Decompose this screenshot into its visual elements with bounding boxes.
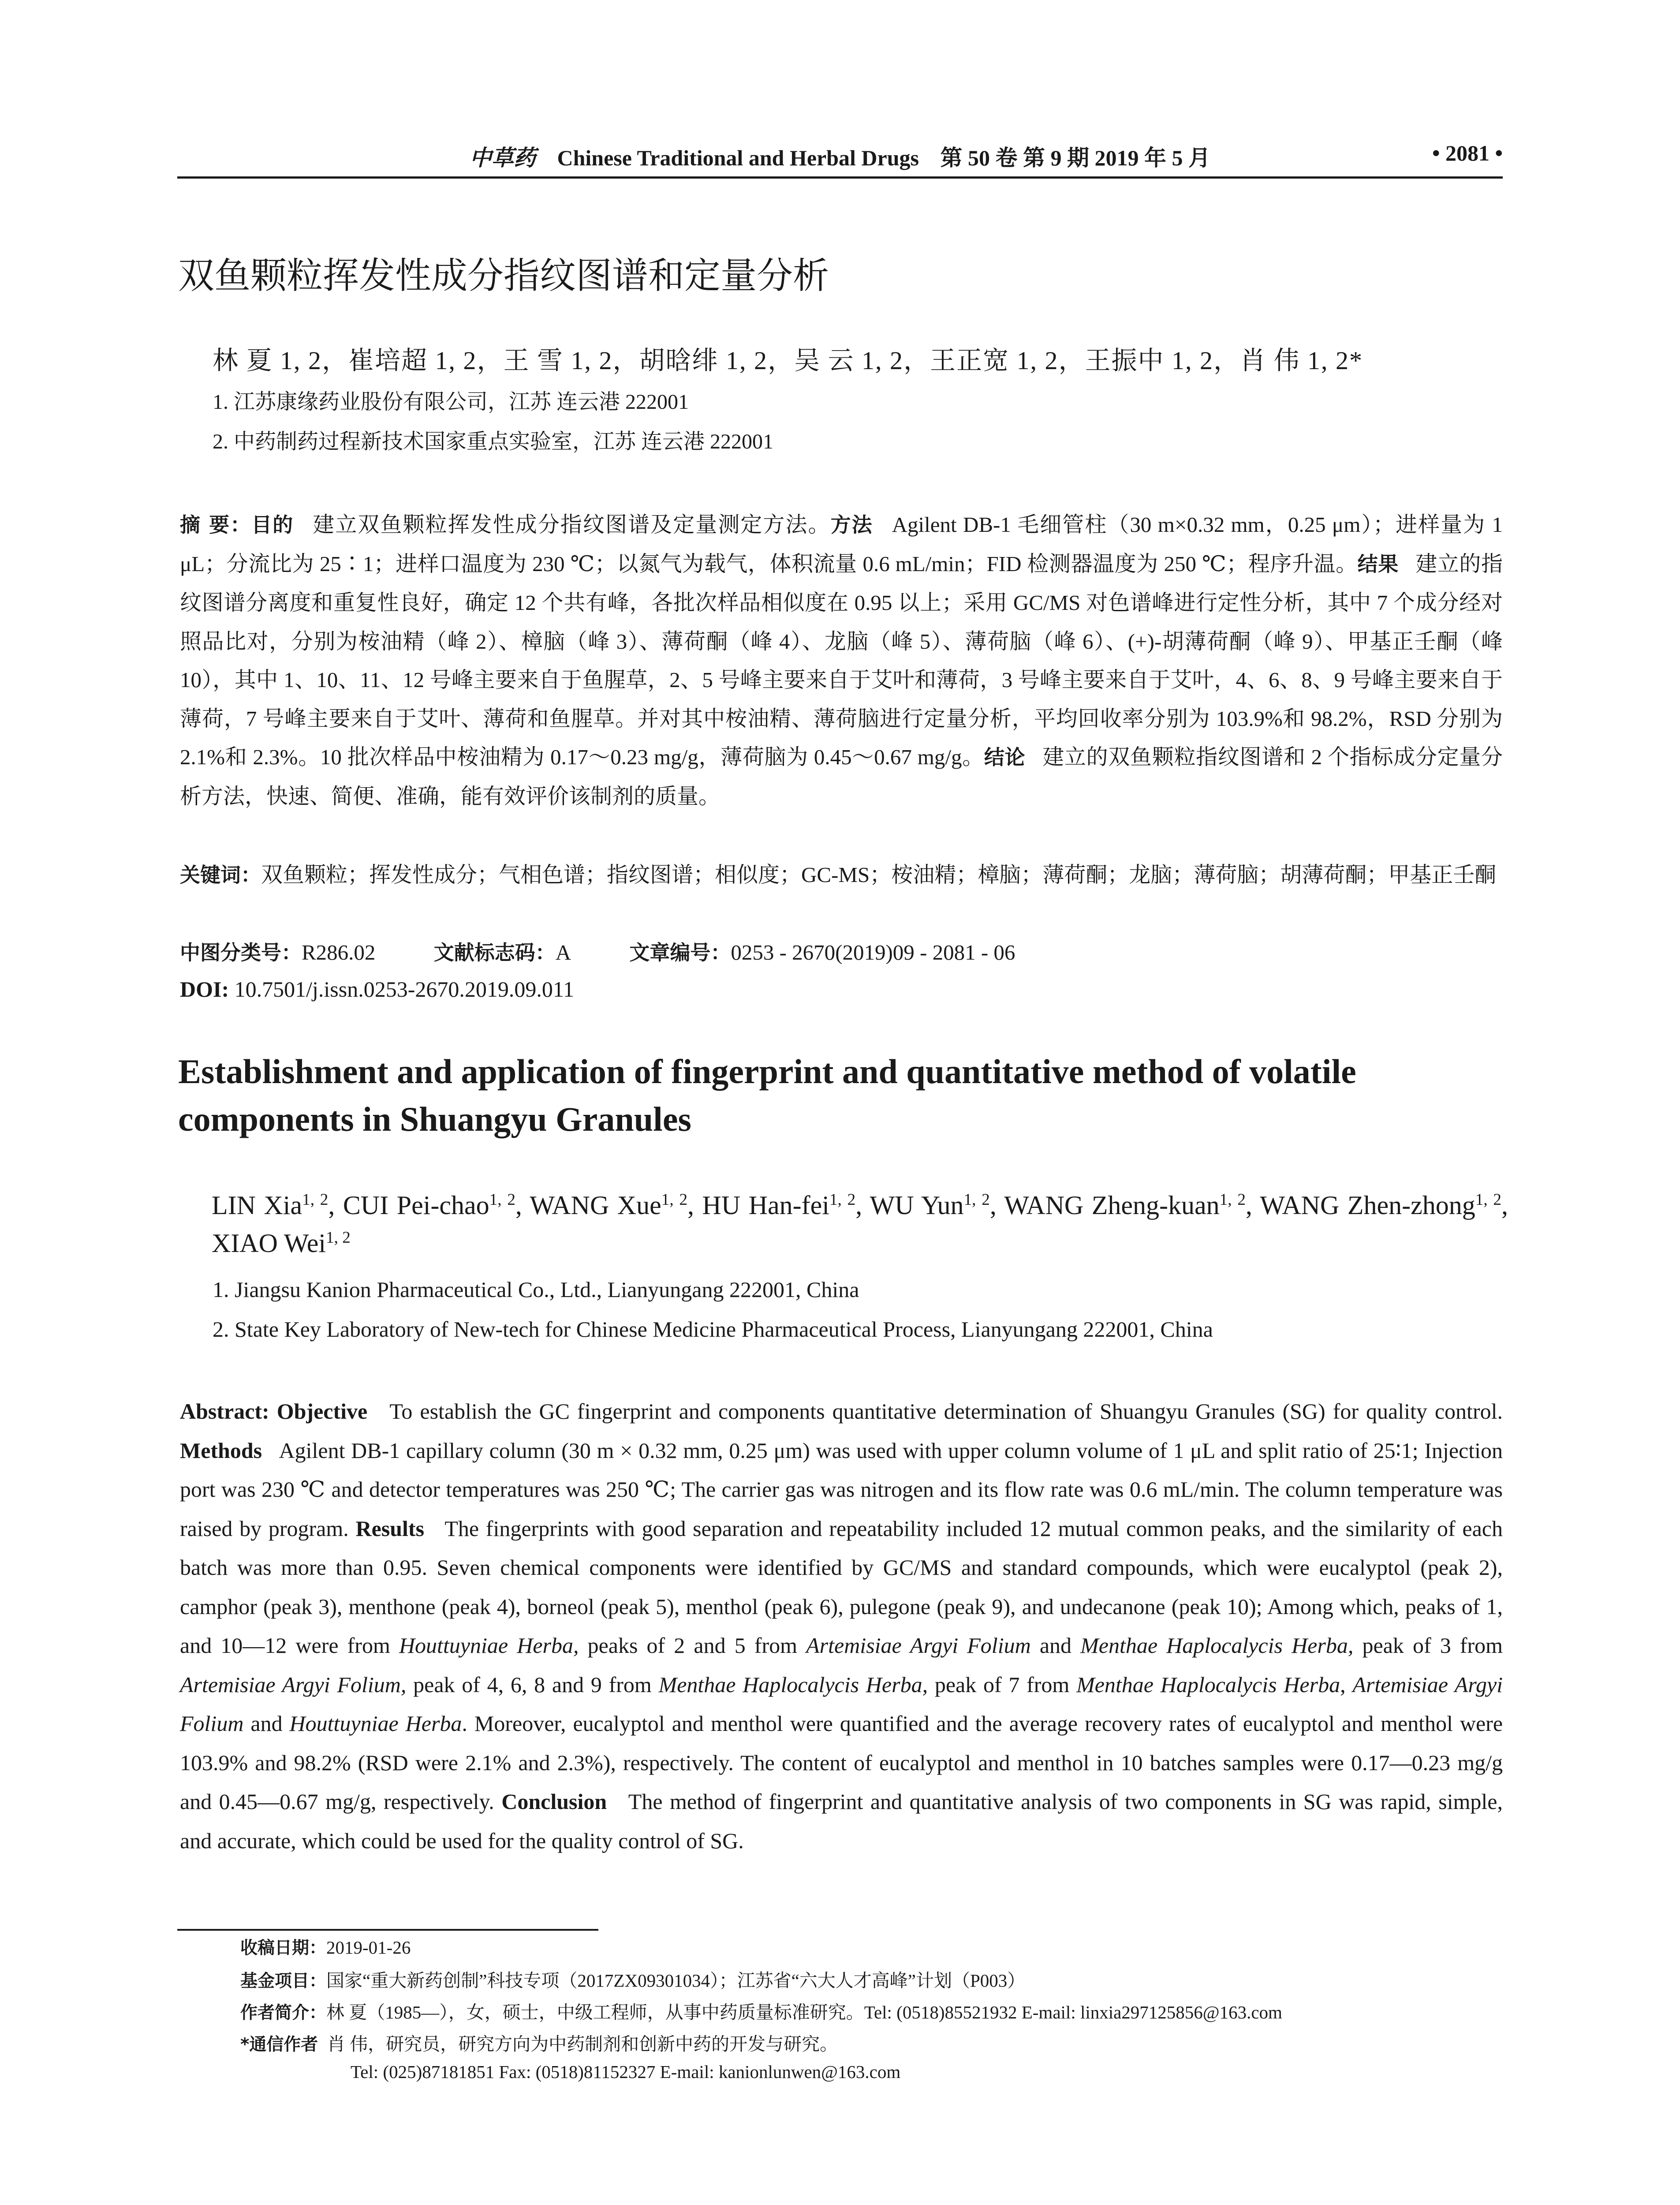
author-en: XIAO Wei$^{1, 2}$ xyxy=(212,1229,351,1258)
footnote-received xyxy=(240,1934,411,1959)
methods-cn: Agilent DB-1 毛细管柱（30 m×0.32 mm，0.25 μm）；进样量为 1 μL；分流比为 25∶1；进样口温度为 230 ℃；以氮气为载气，体积流量 0.6 mL/min；FID 检测器温度为 250 ℃；程序升温。 xyxy=(180,512,1503,576)
herb-name: Artemisiae Argyi Folium, xyxy=(180,1672,407,1697)
abstract-cn-label: 摘 要： xyxy=(180,513,252,537)
doi-link[interactable]: 10.7501/j.issn.0253-2670.2019.09.011 xyxy=(234,977,574,1002)
page-number: • 2081 • xyxy=(1432,141,1503,165)
author-bio-label: 作者简介： xyxy=(240,2003,327,2023)
affiliation-cn-1: 1. 江苏康缘药业股份有限公司，江苏 连云港 222001 xyxy=(213,390,689,414)
results-en-text: peak of 4, 6, 8 and 9 from xyxy=(413,1672,652,1697)
herb-name: Menthae Haplocalycis Herba, xyxy=(658,1672,928,1697)
doi-line xyxy=(180,976,574,1002)
doc-code-value: A xyxy=(555,940,571,964)
journal-issue: 第 50 卷 第 9 期 2019 年 5 月 xyxy=(940,146,1210,170)
conclusion-en: The method of fingerprint and quantitative analysis of two components in SG was rapid, simple, and accurate, which could be used for the quality control of SG. xyxy=(180,1789,1503,1853)
abstract-cn xyxy=(180,505,1503,815)
objective-cn: 建立双鱼颗粒挥发性成分指纹图谱及定量测定方法。 xyxy=(313,512,831,537)
conclusion-cn-label: 结论 xyxy=(984,745,1026,769)
author-en: WU Yun$^{1, 2}$ xyxy=(870,1191,990,1220)
results-en-text: peaks of 2 and 5 from xyxy=(587,1633,797,1658)
journal-brand: 中草药 xyxy=(470,146,536,170)
corresponding-text: 肖 伟，研究员，研究方向为中药制剂和创新中药的开发与研究。 xyxy=(327,2034,838,2054)
objective-en-label: Objective xyxy=(276,1399,368,1424)
fund-text: 国家“重大新药创制”科技专项（2017ZX09301034）；江苏省“六大人才高峰”计划（P003） xyxy=(326,1970,1026,1991)
author-bio-text: 林 夏（1985—），女，硕士，中级工程师，从事中药质量标准研究。Tel: (0518)85521932 E-mail: linxia297125856@163.com xyxy=(326,2002,1282,2022)
herb-name: Artemisiae Argyi Folium xyxy=(180,1672,1503,1736)
methods-en-label: Methods xyxy=(180,1438,262,1463)
doi-label: DOI: xyxy=(180,977,229,1002)
results-en-text: and xyxy=(1039,1633,1072,1658)
herb-name: Houttuyniae Herba, xyxy=(399,1633,579,1658)
affiliation-en-2: 2. State Key Laboratory of New-tech for Chinese Medicine Pharmaceutical Process, Lianyungang 222001, China xyxy=(213,1317,1213,1342)
conclusion-cn: 建立的双鱼颗粒指纹图谱和 2 个指标成分定量分析方法，快速、简便、准确，能有效评价该制剂的质量。 xyxy=(180,745,1503,808)
herb-name: Artemisiae Argyi Folium xyxy=(806,1633,1031,1658)
methods-cn-label: 方法 xyxy=(830,513,873,537)
footnote-rule xyxy=(177,1929,598,1931)
keywords-cn-label: 关键词： xyxy=(180,863,261,887)
abstract-en xyxy=(180,1392,1503,1860)
results-en-text: peak of 3 from xyxy=(1362,1633,1503,1658)
conclusion-en-label: Conclusion xyxy=(501,1789,607,1814)
author-en: WANG Xue$^{1, 2}$ xyxy=(530,1191,688,1220)
footnote-fund xyxy=(240,1966,1025,1992)
footnote-corresponding xyxy=(240,2029,838,2056)
author-en: HU Han-fei$^{1, 2}$ xyxy=(702,1191,856,1220)
author-en: CUI Pei-chao$^{1, 2}$ xyxy=(343,1191,515,1220)
journal-name: Chinese Traditional and Herbal Drugs xyxy=(557,146,919,170)
results-en-text: , xyxy=(1340,1672,1346,1697)
keywords-cn-text: 双鱼颗粒；挥发性成分；气相色谱；指纹图谱；相似度；GC-MS；桉油精；樟脑；薄荷酮；龙脑；薄荷脑；胡薄荷酮；甲基正壬酮 xyxy=(261,863,1497,887)
clc-label: 中图分类号： xyxy=(180,941,302,964)
affiliation-cn-2: 2. 中药制药过程新技术国家重点实验室，江苏 连云港 222001 xyxy=(213,430,774,453)
doc-code-label: 文献标志码： xyxy=(433,941,556,964)
results-en-text: peak of 7 from xyxy=(934,1672,1070,1697)
results-en-label: Results xyxy=(355,1516,425,1541)
author-en: WANG Zhen-zhong$^{1, 2}$ xyxy=(1260,1191,1501,1220)
fund-label: 基金项目： xyxy=(240,1971,327,1991)
running-header xyxy=(177,140,1503,171)
authors-cn: 林 夏 1, 2，崔培超 1, 2，王 雪 1, 2，胡晗绯 1, 2，吴 云 1, 2，王正宽 1, 2，王振中 1, 2，肖 伟 1, 2* xyxy=(213,346,1363,375)
results-cn-label: 结果 xyxy=(1357,552,1399,576)
corresponding-label: *通信作者 xyxy=(240,2035,318,2055)
header-rule xyxy=(177,176,1503,179)
title-cn: 双鱼颗粒挥发性成分指纹图谱和定量分析 xyxy=(178,255,829,297)
journal-header xyxy=(177,140,1503,172)
clc-value: R286.02 xyxy=(302,940,376,964)
corresponding-contact: Tel: (025)87181851 Fax: (0518)81152327 E-mail: kanionlunwen@163.com xyxy=(351,2062,901,2082)
herb-name: Menthae Haplocalycis Herba, xyxy=(1080,1633,1354,1658)
abstract-en-label: Abstract: xyxy=(180,1399,269,1424)
footnote-author xyxy=(240,1998,1282,2024)
author-en: LIN Xia$^{1, 2}$ xyxy=(212,1191,329,1220)
article-number-value: 0253 - 2670(2019)09 - 2081 - 06 xyxy=(731,940,1015,964)
herb-name: Menthae Haplocalycis Herba xyxy=(1076,1672,1340,1697)
results-en: The fingerprints with good separation and repeatability included 12 mutual common peaks, and the similarity of each batch was more than 0.95. Seven chemical components were identified by GC/MS and standard compounds, which were eucalyptol (peak 2), camphor (peak 3), menthone (peak 4), borneol (peak 5), menthol (peak 6), pulegone (peak 9), and undecanone (peak 10); Among which, peaks of 1, and 10—12 were from xyxy=(180,1516,1503,1658)
received-label: 收稿日期： xyxy=(240,1938,327,1958)
herb-name: Houttuyniae Herba xyxy=(289,1711,462,1736)
received-date: 2019-01-26 xyxy=(326,1937,411,1958)
affiliation-en-1: 1. Jiangsu Kanion Pharmaceutical Co., Ltd., Lianyungang 222001, China xyxy=(213,1277,859,1302)
objective-en: To establish the GC fingerprint and components quantitative determination of Shuangyu Granules (SG) for quality control. xyxy=(389,1399,1503,1424)
keywords-cn xyxy=(180,856,1503,895)
objective-cn-label: 目的 xyxy=(251,513,294,537)
results-en-text: . Moreover, eucalyptol and menthol were quantified and the average recovery rates of eucalyptol and menthol were 103.9% and 98.2% (RSD were 2.1% and 2.3%), respectively. The content of eucalyptol and menthol in 10 batches samples were 0.17—0.23 mg/g and 0.45—0.67 mg/g, respectively. xyxy=(180,1711,1503,1814)
authors-en: LIN Xia$^{1, 2}$, CUI Pei-chao$^{1, 2}$, WANG Xue$^{1, 2}$, HU Han-fei$^{1, 2}$, WU Yun$^{1, 2}$, WANG Zheng-kuan$^{1, 2}$, WANG Zhen-zhong$^{1, 2}$, XIAO Wei$^{1, 2}$ xyxy=(212,1191,1508,1258)
classification-line xyxy=(180,937,1503,966)
article-number-label: 文章编号： xyxy=(629,941,731,964)
methods-en: Agilent DB-1 capillary column (30 m × 0.32 mm, 0.25 μm) was used with upper column volume of 1 μL and split ratio of 25∶1; Injection port was 230 ℃ and detector temperatures was 250 ℃; The carrier gas was nitrogen and its flow rate was 0.6 mL/min. The column temperature was raised by program. xyxy=(180,1438,1503,1541)
title-en: Establishment and application of fingerprint and quantitative method of volatile components in Shuangyu Granules xyxy=(178,1052,1356,1138)
results-cn: 建立的指纹图谱分离度和重复性良好，确定 12 个共有峰，各批次样品相似度在 0.95 以上；采用 GC/MS 对色谱峰进行定性分析，其中 7 个成分经对照品比对，分别为桉油精（峰 2）、樟脑（峰 3）、薄荷酮（峰 4）、龙脑（峰 5）、薄荷脑（峰 6）、(+)-胡薄荷酮（峰 9）、甲基正壬酮（峰 10），其中 1、10、11、12 号峰主要来自于鱼腥草，2、5 号峰主要来自于艾叶和薄荷，3 号峰主要来自于艾叶，4、6、8、9 号峰主要来自于薄荷，7 号峰主要来自于艾叶、薄荷和鱼腥草。并对其中桉油精、薄荷脑进行定量分析，平均回收率分别为 103.9%和 98.2%，RSD 分别为 2.1%和 2.3%。10 批次样品中桉油精为 0.17～0.23 mg/g，薄荷脑为 0.45～0.67 mg/g。 xyxy=(180,551,1503,769)
results-en-text: and xyxy=(250,1711,283,1736)
author-en: WANG Zheng-kuan$^{1, 2}$ xyxy=(1004,1191,1246,1220)
